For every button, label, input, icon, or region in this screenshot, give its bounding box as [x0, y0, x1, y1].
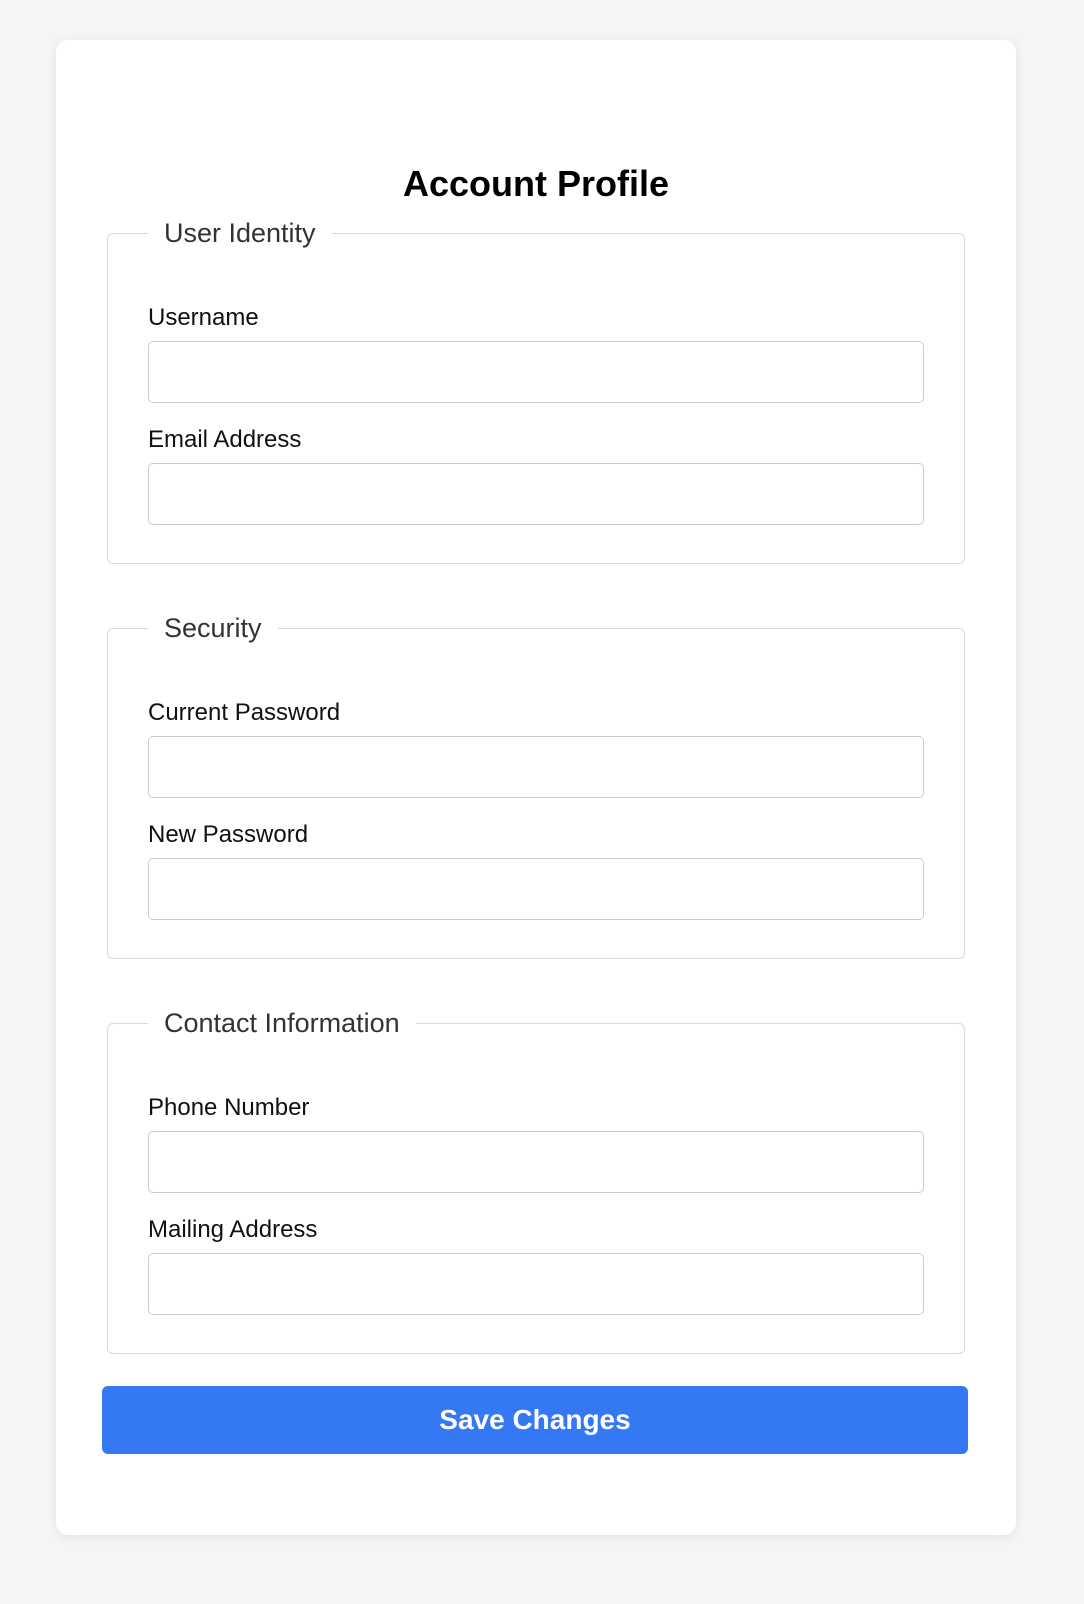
- page-title: Account Profile: [402, 163, 670, 204]
- current-password-input[interactable]: [148, 736, 924, 798]
- new-password-label: New Password: [148, 821, 309, 848]
- user-identity-legend: User Identity: [164, 218, 316, 248]
- security-legend: Security: [164, 613, 262, 643]
- username-label: Username: [148, 304, 259, 331]
- email-field-group: [148, 425, 924, 525]
- email-input[interactable]: [148, 463, 924, 525]
- username-input[interactable]: [148, 341, 924, 403]
- contact-information-legend: Contact Information: [164, 1008, 400, 1038]
- mailing-address-label: Mailing Address: [148, 1216, 318, 1243]
- new-password-input[interactable]: [148, 858, 924, 920]
- new-password-field-group: [148, 820, 924, 920]
- contact-information-section: [107, 1006, 965, 1354]
- user-identity-section: [107, 216, 965, 564]
- current-password-label: Current Password: [148, 699, 341, 726]
- email-label: Email Address: [148, 426, 302, 453]
- mailing-address-input[interactable]: [148, 1253, 924, 1315]
- phone-input[interactable]: [148, 1131, 924, 1193]
- mailing-address-field-group: [148, 1215, 924, 1315]
- phone-field-group: [148, 1093, 924, 1193]
- security-section: [107, 611, 965, 959]
- save-changes-button[interactable]: Save Changes: [102, 1386, 968, 1454]
- phone-label: Phone Number: [148, 1094, 310, 1121]
- username-field-group: [148, 303, 924, 403]
- profile-card: [56, 40, 1016, 1535]
- current-password-field-group: [148, 698, 924, 798]
